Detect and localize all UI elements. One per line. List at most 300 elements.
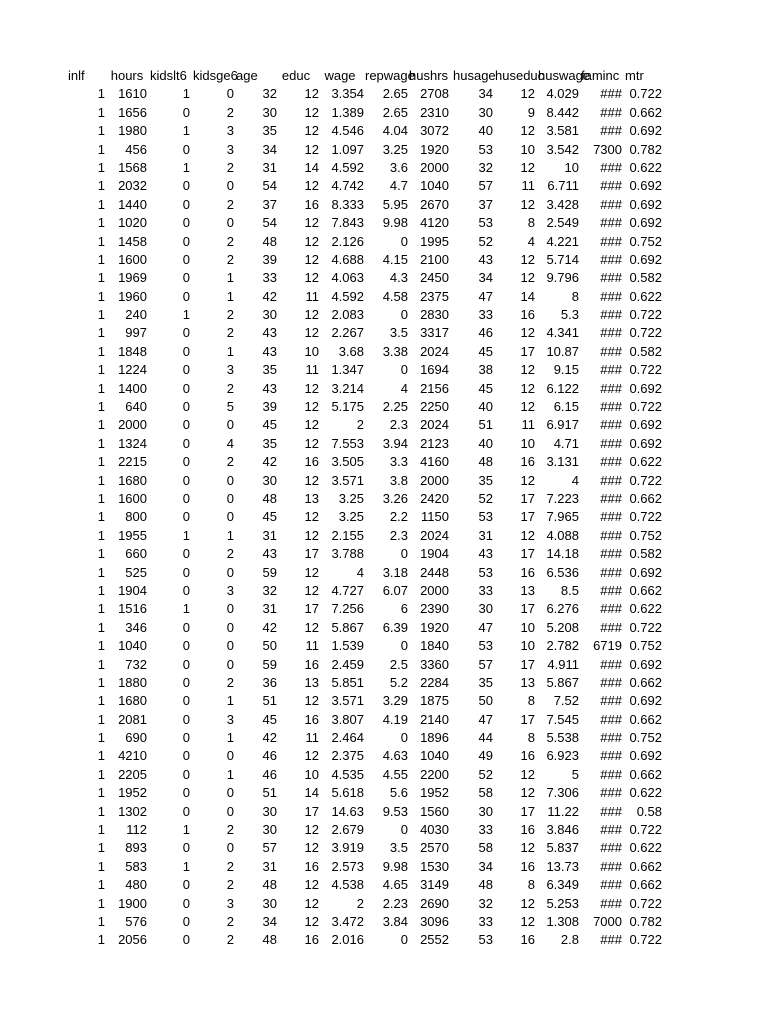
cell-age[interactable]: 30 xyxy=(262,472,277,488)
cell-huswage[interactable]: 3.542 xyxy=(546,141,579,157)
cell-kidsge6[interactable]: 0 xyxy=(226,417,234,433)
cell-inlf[interactable]: 1 xyxy=(97,288,105,304)
cell-educ[interactable]: 12 xyxy=(304,877,319,893)
cell-huswage[interactable]: 8.5 xyxy=(560,582,579,598)
cell-inlf[interactable]: 1 xyxy=(97,380,105,396)
cell-repwage[interactable]: 3.5 xyxy=(389,840,408,856)
cell-mtr[interactable]: 0.782 xyxy=(629,913,662,929)
cell-hours[interactable]: 732 xyxy=(125,656,147,672)
cell-educ[interactable]: 12 xyxy=(304,619,319,635)
cell-educ[interactable]: 12 xyxy=(304,325,319,341)
cell-educ[interactable]: 12 xyxy=(304,564,319,580)
cell-husage[interactable]: 32 xyxy=(478,895,493,911)
cell-educ[interactable]: 14 xyxy=(304,785,319,801)
cell-huswage[interactable]: 3.428 xyxy=(546,196,579,212)
cell-educ[interactable]: 10 xyxy=(304,343,319,359)
cell-educ[interactable]: 12 xyxy=(304,895,319,911)
cell-faminc[interactable]: ### xyxy=(600,288,622,304)
cell-mtr[interactable]: 0.782 xyxy=(629,141,662,157)
cell-hours[interactable]: 480 xyxy=(125,877,147,893)
cell-kidsge6[interactable]: 0 xyxy=(226,748,234,764)
cell-repwage[interactable]: 4.7 xyxy=(389,178,408,194)
cell-huseduc[interactable]: 10 xyxy=(520,619,535,635)
cell-hushrs[interactable]: 1920 xyxy=(420,141,449,157)
cell-wage[interactable]: 5.867 xyxy=(331,619,364,635)
cell-inlf[interactable]: 1 xyxy=(97,840,105,856)
cell-mtr[interactable]: 0.722 xyxy=(629,895,662,911)
cell-hushrs[interactable]: 1150 xyxy=(421,509,449,525)
cell-repwage[interactable]: 4.15 xyxy=(382,251,408,267)
cell-husage[interactable]: 34 xyxy=(478,270,493,286)
cell-wage[interactable]: 2.155 xyxy=(331,527,364,543)
cell-wage[interactable]: 3.25 xyxy=(338,509,364,525)
cell-wage[interactable]: 4.727 xyxy=(331,582,364,598)
cell-kidsge6[interactable]: 3 xyxy=(226,362,234,378)
cell-age[interactable]: 46 xyxy=(262,766,277,782)
cell-educ[interactable]: 12 xyxy=(304,822,319,838)
cell-faminc[interactable]: ### xyxy=(600,840,622,856)
cell-hushrs[interactable]: 2200 xyxy=(420,766,449,782)
cell-faminc[interactable]: ### xyxy=(600,399,622,415)
cell-educ[interactable]: 14 xyxy=(304,159,319,175)
cell-huseduc[interactable]: 16 xyxy=(520,307,535,323)
cell-kidsge6[interactable]: 0 xyxy=(226,619,234,635)
cell-kidsge6[interactable]: 2 xyxy=(226,325,234,341)
cell-faminc[interactable]: ### xyxy=(600,674,622,690)
cell-inlf[interactable]: 1 xyxy=(97,343,105,359)
cell-huswage[interactable]: 7.306 xyxy=(546,785,579,801)
cell-wage[interactable]: 3.505 xyxy=(331,454,364,470)
cell-educ[interactable]: 12 xyxy=(304,913,319,929)
cell-hours[interactable]: 2215 xyxy=(118,454,147,470)
cell-kidslt6[interactable]: 0 xyxy=(182,803,190,819)
header-huswage[interactable]: huswage xyxy=(538,68,591,83)
cell-kidslt6[interactable]: 0 xyxy=(182,251,190,267)
cell-repwage[interactable]: 2.3 xyxy=(389,527,408,543)
cell-repwage[interactable]: 3.5 xyxy=(389,325,408,341)
cell-repwage[interactable]: 3.18 xyxy=(382,564,408,580)
cell-wage[interactable]: 2.267 xyxy=(331,325,364,341)
cell-age[interactable]: 39 xyxy=(262,251,277,267)
cell-kidsge6[interactable]: 2 xyxy=(226,674,234,690)
cell-mtr[interactable]: 0.692 xyxy=(629,417,662,433)
cell-mtr[interactable]: 0.662 xyxy=(629,711,662,727)
cell-huseduc[interactable]: 12 xyxy=(520,840,535,856)
cell-mtr[interactable]: 0.692 xyxy=(629,196,662,212)
cell-age[interactable]: 42 xyxy=(262,619,277,635)
cell-mtr[interactable]: 0.622 xyxy=(629,454,662,470)
cell-repwage[interactable]: 0 xyxy=(400,638,408,654)
cell-faminc[interactable]: ### xyxy=(600,730,622,746)
cell-hushrs[interactable]: 1560 xyxy=(420,803,449,819)
cell-huswage[interactable]: 2.549 xyxy=(546,215,579,231)
cell-hushrs[interactable]: 1875 xyxy=(420,693,449,709)
cell-mtr[interactable]: 0.692 xyxy=(629,693,662,709)
cell-repwage[interactable]: 5.6 xyxy=(389,785,408,801)
cell-kidslt6[interactable]: 0 xyxy=(182,215,190,231)
header-inlf[interactable]: inlf xyxy=(68,68,85,83)
cell-wage[interactable]: 2.016 xyxy=(331,932,364,948)
cell-kidslt6[interactable]: 0 xyxy=(182,895,190,911)
cell-educ[interactable]: 13 xyxy=(304,490,319,506)
cell-mtr[interactable]: 0.692 xyxy=(629,564,662,580)
cell-mtr[interactable]: 0.722 xyxy=(629,822,662,838)
cell-wage[interactable]: 3.571 xyxy=(331,693,364,709)
cell-educ[interactable]: 11 xyxy=(305,730,319,746)
cell-repwage[interactable]: 5.2 xyxy=(389,674,408,690)
cell-wage[interactable]: 2.679 xyxy=(331,822,364,838)
cell-hushrs[interactable]: 4030 xyxy=(420,822,449,838)
cell-age[interactable]: 30 xyxy=(262,822,277,838)
cell-husage[interactable]: 33 xyxy=(478,582,493,598)
cell-huseduc[interactable]: 12 xyxy=(520,380,535,396)
cell-wage[interactable]: 3.571 xyxy=(331,472,364,488)
cell-kidsge6[interactable]: 2 xyxy=(226,877,234,893)
cell-hours[interactable]: 1600 xyxy=(118,251,147,267)
cell-inlf[interactable]: 1 xyxy=(97,86,105,102)
cell-hours[interactable]: 1680 xyxy=(118,472,147,488)
cell-wage[interactable]: 8.333 xyxy=(331,196,364,212)
cell-wage[interactable]: 2.573 xyxy=(331,858,364,874)
cell-kidslt6[interactable]: 0 xyxy=(182,435,190,451)
cell-kidsge6[interactable]: 3 xyxy=(226,582,234,598)
cell-kidsge6[interactable]: 2 xyxy=(226,380,234,396)
cell-kidsge6[interactable]: 2 xyxy=(226,932,234,948)
cell-mtr[interactable]: 0.662 xyxy=(629,104,662,120)
cell-huseduc[interactable]: 8 xyxy=(527,877,535,893)
cell-faminc[interactable]: 7000 xyxy=(593,913,622,929)
cell-age[interactable]: 30 xyxy=(262,104,277,120)
cell-hours[interactable]: 1020 xyxy=(118,215,147,231)
cell-hours[interactable]: 2000 xyxy=(118,417,147,433)
header-kidslt6[interactable]: kidslt6 xyxy=(150,68,187,83)
cell-hours[interactable]: 1610 xyxy=(118,86,147,102)
cell-hushrs[interactable]: 1530 xyxy=(420,858,449,874)
cell-mtr[interactable]: 0.752 xyxy=(629,233,662,249)
cell-inlf[interactable]: 1 xyxy=(97,178,105,194)
cell-kidsge6[interactable]: 1 xyxy=(226,766,234,782)
cell-repwage[interactable]: 5.95 xyxy=(382,196,408,212)
cell-repwage[interactable]: 2.3 xyxy=(389,417,408,433)
cell-repwage[interactable]: 3.8 xyxy=(389,472,408,488)
cell-age[interactable]: 43 xyxy=(262,325,277,341)
cell-huseduc[interactable]: 17 xyxy=(520,711,535,727)
cell-inlf[interactable]: 1 xyxy=(97,104,105,120)
cell-faminc[interactable]: ### xyxy=(600,270,622,286)
cell-inlf[interactable]: 1 xyxy=(97,656,105,672)
cell-husage[interactable]: 58 xyxy=(478,840,493,856)
cell-repwage[interactable]: 6.39 xyxy=(382,619,408,635)
cell-faminc[interactable]: ### xyxy=(600,343,622,359)
cell-repwage[interactable]: 4.65 xyxy=(382,877,408,893)
cell-hours[interactable]: 525 xyxy=(125,564,147,580)
cell-hours[interactable]: 800 xyxy=(125,509,147,525)
cell-faminc[interactable]: ### xyxy=(600,546,622,562)
cell-huswage[interactable]: 9.796 xyxy=(546,270,579,286)
cell-hours[interactable]: 1224 xyxy=(118,362,147,378)
cell-husage[interactable]: 35 xyxy=(478,472,493,488)
cell-age[interactable]: 35 xyxy=(262,123,277,139)
cell-educ[interactable]: 12 xyxy=(304,270,319,286)
cell-age[interactable]: 42 xyxy=(262,454,277,470)
cell-kidslt6[interactable]: 1 xyxy=(182,159,190,175)
cell-hushrs[interactable]: 2250 xyxy=(420,399,449,415)
cell-hushrs[interactable]: 2284 xyxy=(420,674,449,690)
cell-faminc[interactable]: ### xyxy=(600,656,622,672)
cell-husage[interactable]: 33 xyxy=(478,822,493,838)
cell-age[interactable]: 37 xyxy=(262,196,277,212)
cell-husage[interactable]: 48 xyxy=(478,877,493,893)
cell-repwage[interactable]: 9.98 xyxy=(382,215,408,231)
cell-kidsge6[interactable]: 2 xyxy=(226,913,234,929)
cell-wage[interactable]: 5.851 xyxy=(331,674,364,690)
cell-educ[interactable]: 12 xyxy=(304,86,319,102)
cell-repwage[interactable]: 6 xyxy=(400,601,408,617)
cell-faminc[interactable]: ### xyxy=(600,619,622,635)
cell-inlf[interactable]: 1 xyxy=(97,766,105,782)
cell-repwage[interactable]: 2.25 xyxy=(382,399,408,415)
cell-mtr[interactable]: 0.692 xyxy=(629,435,662,451)
cell-kidslt6[interactable]: 0 xyxy=(182,362,190,378)
cell-huseduc[interactable]: 16 xyxy=(520,858,535,874)
cell-hours[interactable]: 1952 xyxy=(118,785,147,801)
cell-faminc[interactable]: ### xyxy=(600,307,622,323)
cell-husage[interactable]: 40 xyxy=(478,435,493,451)
cell-kidslt6[interactable]: 1 xyxy=(182,86,190,102)
cell-wage[interactable]: 1.389 xyxy=(331,104,364,120)
header-educ[interactable]: educ xyxy=(281,68,311,83)
cell-wage[interactable]: 4.688 xyxy=(331,251,364,267)
cell-husage[interactable]: 30 xyxy=(478,803,493,819)
cell-mtr[interactable]: 0.622 xyxy=(629,840,662,856)
cell-inlf[interactable]: 1 xyxy=(97,196,105,212)
cell-husage[interactable]: 45 xyxy=(478,343,493,359)
cell-age[interactable]: 39 xyxy=(262,399,277,415)
cell-mtr[interactable]: 0.722 xyxy=(629,399,662,415)
cell-huswage[interactable]: 5.208 xyxy=(546,619,579,635)
cell-kidslt6[interactable]: 0 xyxy=(182,270,190,286)
cell-hours[interactable]: 1458 xyxy=(118,233,147,249)
cell-mtr[interactable]: 0.622 xyxy=(629,288,662,304)
cell-huswage[interactable]: 5.253 xyxy=(546,895,579,911)
cell-wage[interactable]: 3.354 xyxy=(331,86,364,102)
cell-inlf[interactable]: 1 xyxy=(97,472,105,488)
cell-mtr[interactable]: 0.582 xyxy=(629,270,662,286)
cell-kidsge6[interactable]: 0 xyxy=(226,656,234,672)
cell-kidslt6[interactable]: 1 xyxy=(182,123,190,139)
cell-kidslt6[interactable]: 0 xyxy=(182,509,190,525)
cell-huseduc[interactable]: 12 xyxy=(520,362,535,378)
cell-age[interactable]: 48 xyxy=(262,490,277,506)
cell-hushrs[interactable]: 2000 xyxy=(420,159,449,175)
cell-kidsge6[interactable]: 0 xyxy=(226,601,234,617)
cell-wage[interactable]: 3.788 xyxy=(331,546,364,562)
cell-husage[interactable]: 40 xyxy=(478,123,493,139)
cell-wage[interactable]: 3.25 xyxy=(338,490,364,506)
cell-hours[interactable]: 346 xyxy=(125,619,147,635)
cell-husage[interactable]: 49 xyxy=(478,748,493,764)
cell-kidslt6[interactable]: 0 xyxy=(182,178,190,194)
cell-hours[interactable]: 1400 xyxy=(118,380,147,396)
cell-husage[interactable]: 34 xyxy=(478,858,493,874)
cell-mtr[interactable]: 0.752 xyxy=(629,638,662,654)
cell-hushrs[interactable]: 2670 xyxy=(420,196,449,212)
cell-repwage[interactable]: 2.65 xyxy=(382,104,408,120)
cell-huseduc[interactable]: 10 xyxy=(520,141,535,157)
cell-educ[interactable]: 12 xyxy=(304,435,319,451)
cell-huseduc[interactable]: 17 xyxy=(520,509,535,525)
cell-kidslt6[interactable]: 1 xyxy=(182,858,190,874)
cell-huswage[interactable]: 5.867 xyxy=(546,674,579,690)
cell-age[interactable]: 51 xyxy=(262,785,277,801)
cell-age[interactable]: 54 xyxy=(262,178,277,194)
cell-hours[interactable]: 1900 xyxy=(118,895,147,911)
cell-huswage[interactable]: 8.442 xyxy=(546,104,579,120)
cell-faminc[interactable]: ### xyxy=(600,858,622,874)
cell-hours[interactable]: 893 xyxy=(125,840,147,856)
cell-huswage[interactable]: 4.088 xyxy=(546,527,579,543)
cell-huswage[interactable]: 4.911 xyxy=(547,656,579,672)
cell-huswage[interactable]: 7.52 xyxy=(553,693,579,709)
cell-huswage[interactable]: 5.714 xyxy=(546,251,579,267)
cell-kidsge6[interactable]: 1 xyxy=(226,343,234,359)
cell-huseduc[interactable]: 12 xyxy=(520,766,535,782)
cell-mtr[interactable]: 0.622 xyxy=(629,601,662,617)
cell-age[interactable]: 43 xyxy=(262,380,277,396)
cell-hushrs[interactable]: 2690 xyxy=(420,895,449,911)
cell-huseduc[interactable]: 4 xyxy=(527,233,535,249)
cell-age[interactable]: 32 xyxy=(262,582,277,598)
cell-husage[interactable]: 48 xyxy=(478,454,493,470)
cell-inlf[interactable]: 1 xyxy=(97,693,105,709)
cell-faminc[interactable]: ### xyxy=(600,233,622,249)
cell-wage[interactable]: 5.618 xyxy=(331,785,364,801)
cell-repwage[interactable]: 3.25 xyxy=(382,141,408,157)
cell-inlf[interactable]: 1 xyxy=(97,674,105,690)
cell-educ[interactable]: 12 xyxy=(304,582,319,598)
cell-age[interactable]: 59 xyxy=(262,656,277,672)
cell-kidsge6[interactable]: 0 xyxy=(226,472,234,488)
cell-huswage[interactable]: 6.122 xyxy=(546,380,579,396)
cell-kidslt6[interactable]: 0 xyxy=(182,840,190,856)
cell-educ[interactable]: 11 xyxy=(305,362,319,378)
cell-kidsge6[interactable]: 2 xyxy=(226,104,234,120)
cell-hours[interactable]: 240 xyxy=(125,307,147,323)
cell-faminc[interactable]: ### xyxy=(600,104,622,120)
cell-educ[interactable]: 17 xyxy=(304,803,319,819)
cell-huswage[interactable]: 4.029 xyxy=(546,86,579,102)
cell-wage[interactable]: 4 xyxy=(356,564,364,580)
cell-faminc[interactable]: ### xyxy=(600,877,622,893)
cell-kidslt6[interactable]: 0 xyxy=(182,582,190,598)
header-wage[interactable]: wage xyxy=(324,68,356,83)
cell-inlf[interactable]: 1 xyxy=(97,785,105,801)
cell-repwage[interactable]: 3.26 xyxy=(382,490,408,506)
cell-kidslt6[interactable]: 0 xyxy=(182,748,190,764)
cell-inlf[interactable]: 1 xyxy=(97,454,105,470)
cell-huseduc[interactable]: 10 xyxy=(520,435,535,451)
cell-huswage[interactable]: 5.538 xyxy=(546,730,579,746)
cell-inlf[interactable]: 1 xyxy=(97,527,105,543)
cell-huswage[interactable]: 7.223 xyxy=(546,490,579,506)
cell-hours[interactable]: 1960 xyxy=(118,288,147,304)
cell-huswage[interactable]: 14.18 xyxy=(546,546,579,562)
cell-hushrs[interactable]: 2830 xyxy=(420,307,449,323)
cell-educ[interactable]: 12 xyxy=(304,123,319,139)
cell-huseduc[interactable]: 17 xyxy=(520,546,535,562)
cell-huseduc[interactable]: 9 xyxy=(527,104,535,120)
cell-hours[interactable]: 1324 xyxy=(118,435,147,451)
cell-educ[interactable]: 16 xyxy=(304,932,319,948)
cell-inlf[interactable]: 1 xyxy=(97,601,105,617)
cell-huseduc[interactable]: 8 xyxy=(527,730,535,746)
cell-kidslt6[interactable]: 0 xyxy=(182,932,190,948)
cell-mtr[interactable]: 0.58 xyxy=(636,803,662,819)
cell-huseduc[interactable]: 12 xyxy=(520,399,535,415)
cell-age[interactable]: 30 xyxy=(262,895,277,911)
cell-kidsge6[interactable]: 2 xyxy=(226,233,234,249)
cell-kidslt6[interactable]: 0 xyxy=(182,674,190,690)
cell-inlf[interactable]: 1 xyxy=(97,711,105,727)
cell-huseduc[interactable]: 11 xyxy=(521,178,535,194)
cell-wage[interactable]: 2.083 xyxy=(331,307,364,323)
cell-hours[interactable]: 583 xyxy=(125,858,147,874)
cell-repwage[interactable]: 3.84 xyxy=(382,913,408,929)
cell-huseduc[interactable]: 14 xyxy=(520,288,535,304)
cell-educ[interactable]: 16 xyxy=(304,711,319,727)
cell-huswage[interactable]: 4.221 xyxy=(546,233,579,249)
cell-hushrs[interactable]: 2420 xyxy=(420,490,449,506)
cell-husage[interactable]: 33 xyxy=(478,307,493,323)
cell-mtr[interactable]: 0.582 xyxy=(629,546,662,562)
cell-kidsge6[interactable]: 2 xyxy=(226,546,234,562)
cell-huseduc[interactable]: 10 xyxy=(520,638,535,654)
cell-educ[interactable]: 12 xyxy=(304,141,319,157)
header-hushrs[interactable]: hushrs xyxy=(409,68,449,83)
cell-huswage[interactable]: 1.308 xyxy=(546,913,579,929)
cell-huseduc[interactable]: 17 xyxy=(520,490,535,506)
cell-huswage[interactable]: 6.15 xyxy=(553,399,579,415)
cell-huswage[interactable]: 4.341 xyxy=(546,325,579,341)
cell-kidsge6[interactable]: 0 xyxy=(226,840,234,856)
cell-huseduc[interactable]: 16 xyxy=(520,564,535,580)
cell-mtr[interactable]: 0.692 xyxy=(629,748,662,764)
cell-educ[interactable]: 12 xyxy=(304,104,319,120)
cell-age[interactable]: 33 xyxy=(262,270,277,286)
cell-inlf[interactable]: 1 xyxy=(97,564,105,580)
cell-wage[interactable]: 14.63 xyxy=(331,803,364,819)
cell-faminc[interactable]: ### xyxy=(600,325,622,341)
cell-huswage[interactable]: 3.131 xyxy=(546,454,579,470)
cell-hushrs[interactable]: 1040 xyxy=(420,178,449,194)
cell-hushrs[interactable]: 2000 xyxy=(420,582,449,598)
cell-faminc[interactable]: ### xyxy=(600,435,622,451)
cell-kidsge6[interactable]: 0 xyxy=(226,803,234,819)
cell-hushrs[interactable]: 1840 xyxy=(420,638,449,654)
cell-hushrs[interactable]: 2552 xyxy=(420,932,449,948)
cell-mtr[interactable]: 0.692 xyxy=(629,178,662,194)
cell-mtr[interactable]: 0.752 xyxy=(629,730,662,746)
cell-repwage[interactable]: 4.58 xyxy=(382,288,408,304)
cell-huseduc[interactable]: 12 xyxy=(520,123,535,139)
cell-age[interactable]: 30 xyxy=(262,803,277,819)
cell-faminc[interactable]: ### xyxy=(600,417,622,433)
cell-age[interactable]: 43 xyxy=(262,343,277,359)
cell-educ[interactable]: 12 xyxy=(304,251,319,267)
cell-wage[interactable]: 4.535 xyxy=(331,766,364,782)
cell-huswage[interactable]: 8 xyxy=(571,288,579,304)
cell-huseduc[interactable]: 12 xyxy=(520,159,535,175)
